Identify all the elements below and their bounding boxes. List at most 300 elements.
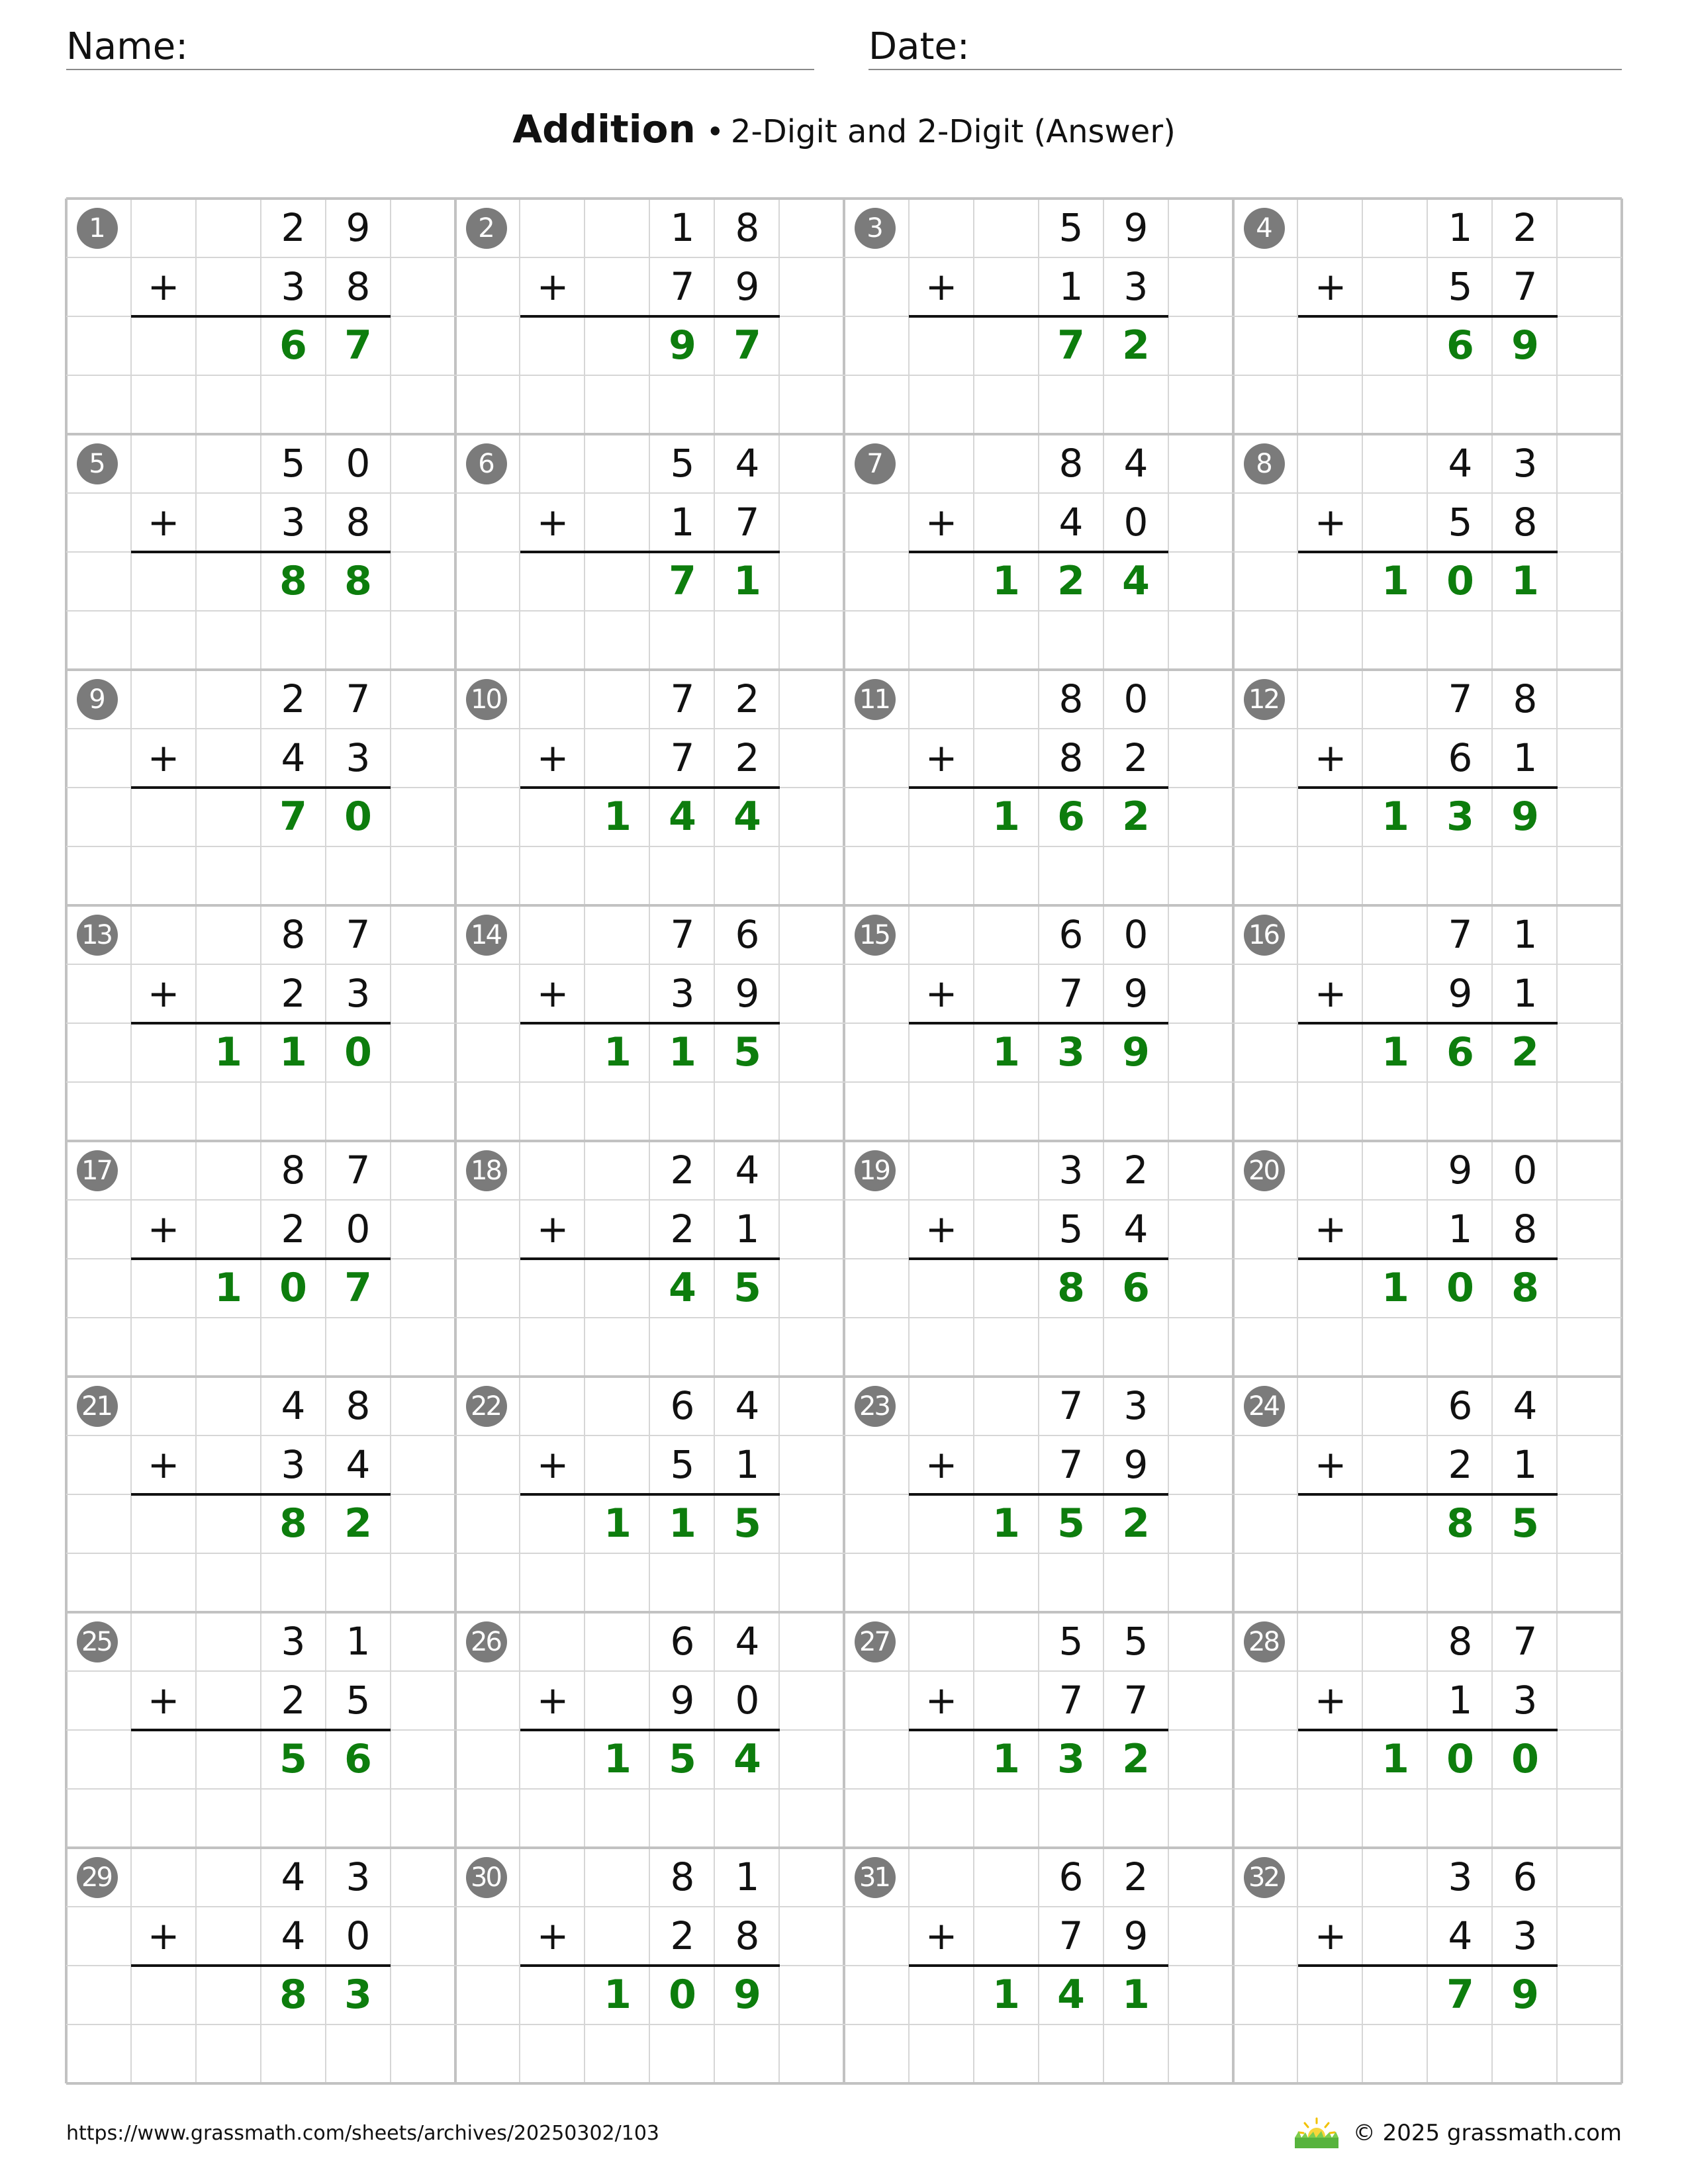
addend-b-digit: 0 xyxy=(346,1206,371,1251)
answer-digit: 9 xyxy=(1511,322,1539,369)
answer-digit: 3 xyxy=(344,1972,372,2018)
addend-b-digit: 5 xyxy=(1448,264,1473,309)
answer-digit: 1 xyxy=(992,1500,1020,1547)
addend-a-digit: 4 xyxy=(735,1619,760,1664)
answer-digit: 1 xyxy=(604,1029,632,1075)
addend-b-digit: 5 xyxy=(346,1678,371,1723)
addend-b-digit: 9 xyxy=(735,971,760,1016)
answer-digit: 8 xyxy=(1511,1265,1539,1311)
addend-b-digit: 3 xyxy=(1513,1913,1538,1958)
addend-b-digit: 3 xyxy=(346,971,371,1016)
plus-sign: + xyxy=(147,735,180,780)
addend-a-digit: 6 xyxy=(1513,1854,1538,1899)
problem-number-badge: 15 xyxy=(855,915,896,956)
answer-digit: 9 xyxy=(1122,1029,1150,1075)
problem-number-badge: 21 xyxy=(77,1386,118,1427)
addend-b-digit: 7 xyxy=(1058,1678,1084,1723)
problem-number-badge: 24 xyxy=(1244,1386,1285,1427)
addend-b-digit: 9 xyxy=(1448,971,1473,1016)
addend-b-digit: 7 xyxy=(670,735,695,780)
plus-sign: + xyxy=(925,1442,958,1487)
problem-number-badge: 6 xyxy=(466,443,507,484)
problem-number-badge: 22 xyxy=(466,1386,507,1427)
addend-a-digit: 0 xyxy=(1123,912,1149,957)
answer-digit: 2 xyxy=(1122,322,1150,369)
answer-digit: 1 xyxy=(604,1500,632,1547)
problem-number-badge: 27 xyxy=(855,1621,896,1662)
addend-b-digit: 8 xyxy=(346,264,371,309)
answer-digit: 1 xyxy=(669,1029,696,1075)
problem-number-badge: 1 xyxy=(77,208,118,249)
plus-sign: + xyxy=(925,264,958,309)
answer-digit: 5 xyxy=(733,1265,761,1311)
plus-sign: + xyxy=(925,1913,958,1958)
addend-a-digit: 7 xyxy=(1448,912,1473,957)
problem-12 xyxy=(1233,670,1622,905)
answer-digit: 8 xyxy=(1057,1265,1085,1311)
addend-b-digit: 7 xyxy=(1058,1913,1084,1958)
problem-number-badge: 29 xyxy=(77,1857,118,1898)
plus-sign: + xyxy=(1314,971,1347,1016)
addend-b-digit: 8 xyxy=(735,1913,760,1958)
addend-a-digit: 2 xyxy=(670,1148,695,1193)
plus-sign: + xyxy=(925,1678,958,1723)
addend-a-digit: 8 xyxy=(1058,441,1084,486)
addend-b-digit: 9 xyxy=(1123,971,1149,1016)
addend-a-digit: 5 xyxy=(1058,205,1084,250)
answer-digit: 6 xyxy=(1446,1029,1474,1075)
addend-b-digit: 2 xyxy=(281,1206,306,1251)
problem-18 xyxy=(455,1141,845,1377)
plus-sign: + xyxy=(1314,500,1347,545)
addend-a-digit: 3 xyxy=(1123,1383,1149,1428)
addend-b-digit: 2 xyxy=(735,735,760,780)
addend-b-digit: 9 xyxy=(735,264,760,309)
answer-digit: 1 xyxy=(1511,558,1539,604)
addend-b-digit: 2 xyxy=(281,971,306,1016)
plus-sign: + xyxy=(1314,1442,1347,1487)
answer-digit: 1 xyxy=(279,1029,307,1075)
addend-a-digit: 6 xyxy=(1058,912,1084,957)
answer-digit: 2 xyxy=(1122,1736,1150,1782)
addend-a-digit: 8 xyxy=(1058,676,1084,721)
problem-grid xyxy=(66,199,1622,2083)
problem-number-badge: 17 xyxy=(77,1150,118,1191)
answer-digit: 1 xyxy=(214,1265,242,1311)
answer-digit: 4 xyxy=(1057,1972,1085,2018)
plus-sign: + xyxy=(925,971,958,1016)
problem-number-badge: 18 xyxy=(466,1150,507,1191)
addend-a-digit: 3 xyxy=(1448,1854,1473,1899)
addend-b-digit: 1 xyxy=(735,1206,760,1251)
answer-digit: 5 xyxy=(733,1500,761,1547)
addend-b-digit: 7 xyxy=(735,500,760,545)
answer-digit: 4 xyxy=(669,1265,696,1311)
addend-b-digit: 3 xyxy=(281,1442,306,1487)
problem-number-badge: 8 xyxy=(1244,443,1285,484)
problem-23 xyxy=(844,1377,1233,1612)
addend-b-digit: 7 xyxy=(1513,264,1538,309)
addend-b-digit: 1 xyxy=(1513,1442,1538,1487)
addend-b-digit: 2 xyxy=(670,1913,695,1958)
addend-a-digit: 8 xyxy=(281,1148,306,1193)
problem-27 xyxy=(844,1612,1233,1848)
answer-digit: 8 xyxy=(279,1500,307,1547)
answer-digit: 5 xyxy=(279,1736,307,1782)
answer-digit: 3 xyxy=(1057,1029,1085,1075)
addend-b-digit: 3 xyxy=(670,971,695,1016)
answer-digit: 4 xyxy=(733,1736,761,1782)
addend-a-digit: 9 xyxy=(346,205,371,250)
problem-2 xyxy=(455,199,845,434)
answer-digit: 9 xyxy=(733,1972,761,2018)
answer-digit: 1 xyxy=(1382,1029,1409,1075)
problem-25 xyxy=(66,1612,455,1848)
problem-29 xyxy=(66,1848,455,2083)
addend-a-digit: 0 xyxy=(346,441,371,486)
addend-a-digit: 3 xyxy=(1513,441,1538,486)
addend-a-digit: 4 xyxy=(281,1383,306,1428)
problem-3 xyxy=(844,199,1233,434)
addend-b-digit: 3 xyxy=(346,735,371,780)
answer-digit: 0 xyxy=(279,1265,307,1311)
answer-digit: 5 xyxy=(733,1029,761,1075)
name-field[interactable] xyxy=(66,25,814,70)
problem-number-badge: 16 xyxy=(1244,915,1285,956)
problem-17 xyxy=(66,1141,455,1377)
addend-b-digit: 0 xyxy=(346,1913,371,1958)
plus-sign: + xyxy=(147,971,180,1016)
addend-a-digit: 4 xyxy=(1513,1383,1538,1428)
plus-sign: + xyxy=(536,500,569,545)
addend-b-digit: 7 xyxy=(1058,971,1084,1016)
addend-b-digit: 1 xyxy=(1448,1678,1473,1723)
problem-number-badge: 26 xyxy=(466,1621,507,1662)
answer-digit: 4 xyxy=(733,794,761,840)
answer-digit: 7 xyxy=(279,794,307,840)
plus-sign: + xyxy=(536,1913,569,1958)
plus-sign: + xyxy=(1314,1206,1347,1251)
addend-b-digit: 5 xyxy=(1448,500,1473,545)
addend-a-digit: 4 xyxy=(281,1854,306,1899)
addend-a-digit: 6 xyxy=(735,912,760,957)
answer-digit: 1 xyxy=(992,1736,1020,1782)
addend-b-digit: 9 xyxy=(1123,1442,1149,1487)
title-main: Addition xyxy=(512,107,696,152)
answer-digit: 7 xyxy=(669,558,696,604)
problem-9 xyxy=(66,670,455,905)
answer-digit: 7 xyxy=(733,322,761,369)
addend-b-digit: 4 xyxy=(1448,1913,1473,1958)
problem-number-badge: 10 xyxy=(466,679,507,720)
problem-number-badge: 28 xyxy=(1244,1621,1285,1662)
addend-a-digit: 2 xyxy=(1513,205,1538,250)
plus-sign: + xyxy=(925,500,958,545)
problem-number-badge: 7 xyxy=(855,443,896,484)
answer-digit: 9 xyxy=(1511,1972,1539,2018)
addend-b-digit: 4 xyxy=(1123,1206,1149,1251)
plus-sign: + xyxy=(1314,1913,1347,1958)
plus-sign: + xyxy=(1314,735,1347,780)
addend-a-digit: 1 xyxy=(1513,912,1538,957)
addend-b-digit: 0 xyxy=(735,1678,760,1723)
addend-b-digit: 3 xyxy=(1513,1678,1538,1723)
addend-b-digit: 1 xyxy=(735,1442,760,1487)
answer-digit: 0 xyxy=(1446,1736,1474,1782)
addend-a-digit: 7 xyxy=(670,676,695,721)
problem-number-badge: 30 xyxy=(466,1857,507,1898)
problem-number-badge: 20 xyxy=(1244,1150,1285,1191)
plus-sign: + xyxy=(147,1206,180,1251)
addend-a-digit: 8 xyxy=(281,912,306,957)
plus-sign: + xyxy=(536,971,569,1016)
answer-digit: 1 xyxy=(604,1972,632,2018)
addend-a-digit: 3 xyxy=(346,1854,371,1899)
answer-digit: 6 xyxy=(1446,322,1474,369)
addend-a-digit: 9 xyxy=(1123,205,1149,250)
plus-sign: + xyxy=(147,264,180,309)
addend-a-digit: 0 xyxy=(1123,676,1149,721)
problem-number-badge: 11 xyxy=(855,679,896,720)
addend-a-digit: 7 xyxy=(346,912,371,957)
addend-b-digit: 5 xyxy=(1058,1206,1084,1251)
addend-b-digit: 4 xyxy=(281,735,306,780)
answer-digit: 1 xyxy=(1382,1265,1409,1311)
addend-a-digit: 7 xyxy=(346,676,371,721)
addend-b-digit: 1 xyxy=(1448,1206,1473,1251)
addend-a-digit: 6 xyxy=(1448,1383,1473,1428)
plus-sign: + xyxy=(925,735,958,780)
problem-32 xyxy=(1233,1848,1622,2083)
problem-26 xyxy=(455,1612,845,1848)
plus-sign: + xyxy=(1314,264,1347,309)
answer-digit: 7 xyxy=(344,1265,372,1311)
addend-a-digit: 6 xyxy=(670,1619,695,1664)
addend-a-digit: 9 xyxy=(1448,1148,1473,1193)
addend-b-digit: 1 xyxy=(1058,264,1084,309)
addend-a-digit: 4 xyxy=(1123,441,1149,486)
addend-a-digit: 5 xyxy=(670,441,695,486)
answer-digit: 2 xyxy=(1511,1029,1539,1075)
answer-digit: 4 xyxy=(1122,558,1150,604)
name-label: Name: xyxy=(66,25,189,68)
answer-digit: 1 xyxy=(214,1029,242,1075)
problem-number-badge: 5 xyxy=(77,443,118,484)
problem-28 xyxy=(1233,1612,1622,1848)
addend-a-digit: 8 xyxy=(1513,676,1538,721)
answer-digit: 7 xyxy=(1446,1972,1474,2018)
answer-digit: 2 xyxy=(1122,794,1150,840)
problem-number-badge: 12 xyxy=(1244,679,1285,720)
addend-a-digit: 2 xyxy=(281,205,306,250)
addend-b-digit: 4 xyxy=(1058,500,1084,545)
problem-11 xyxy=(844,670,1233,905)
answer-digit: 0 xyxy=(669,1972,696,2018)
answer-digit: 0 xyxy=(344,794,372,840)
addend-a-digit: 1 xyxy=(1448,205,1473,250)
problem-number-badge: 25 xyxy=(77,1621,118,1662)
problem-24 xyxy=(1233,1377,1622,1612)
addend-b-digit: 4 xyxy=(346,1442,371,1487)
addend-b-digit: 2 xyxy=(670,1206,695,1251)
answer-digit: 8 xyxy=(1446,1500,1474,1547)
answer-digit: 8 xyxy=(279,558,307,604)
problem-number-badge: 4 xyxy=(1244,208,1285,249)
answer-digit: 1 xyxy=(1122,1972,1150,2018)
answer-digit: 0 xyxy=(1446,558,1474,604)
answer-digit: 0 xyxy=(344,1029,372,1075)
problem-20 xyxy=(1233,1141,1622,1377)
problem-31 xyxy=(844,1848,1233,2083)
problem-19 xyxy=(844,1141,1233,1377)
addend-b-digit: 7 xyxy=(1058,1442,1084,1487)
addend-a-digit: 3 xyxy=(281,1619,306,1664)
problem-4 xyxy=(1233,199,1622,434)
addend-b-digit: 0 xyxy=(1123,500,1149,545)
problem-10 xyxy=(455,670,845,905)
addend-b-digit: 2 xyxy=(281,1678,306,1723)
addend-a-digit: 8 xyxy=(1448,1619,1473,1664)
problem-6 xyxy=(455,434,845,670)
addend-b-digit: 7 xyxy=(1123,1678,1149,1723)
grass-sun-logo-icon xyxy=(1293,2116,1340,2150)
addend-a-digit: 6 xyxy=(670,1383,695,1428)
worksheet-title xyxy=(0,101,1688,167)
answer-digit: 9 xyxy=(669,322,696,369)
addend-b-digit: 8 xyxy=(1513,500,1538,545)
answer-digit: 2 xyxy=(1057,558,1085,604)
problem-14 xyxy=(455,905,845,1141)
addend-b-digit: 6 xyxy=(1448,735,1473,780)
plus-sign: + xyxy=(147,1678,180,1723)
addend-b-digit: 1 xyxy=(670,500,695,545)
problem-13 xyxy=(66,905,455,1141)
addend-b-digit: 3 xyxy=(281,264,306,309)
answer-digit: 6 xyxy=(344,1736,372,1782)
addend-a-digit: 2 xyxy=(281,676,306,721)
problem-7 xyxy=(844,434,1233,670)
answer-digit: 0 xyxy=(1511,1736,1539,1782)
addend-b-digit: 1 xyxy=(1513,971,1538,1016)
addend-a-digit: 5 xyxy=(1058,1619,1084,1664)
answer-digit: 1 xyxy=(604,794,632,840)
addend-a-digit: 8 xyxy=(735,205,760,250)
answer-digit: 3 xyxy=(1446,794,1474,840)
plus-sign: + xyxy=(147,1913,180,1958)
problem-22 xyxy=(455,1377,845,1612)
answer-digit: 1 xyxy=(669,1500,696,1547)
answer-digit: 1 xyxy=(992,1029,1020,1075)
plus-sign: + xyxy=(925,1206,958,1251)
addend-a-digit: 4 xyxy=(735,1383,760,1428)
answer-digit: 3 xyxy=(1057,1736,1085,1782)
plus-sign: + xyxy=(147,500,180,545)
answer-digit: 1 xyxy=(992,794,1020,840)
addend-a-digit: 7 xyxy=(1448,676,1473,721)
addend-a-digit: 4 xyxy=(735,1148,760,1193)
addend-a-digit: 5 xyxy=(281,441,306,486)
addend-b-digit: 5 xyxy=(670,1442,695,1487)
problem-16 xyxy=(1233,905,1622,1141)
answer-digit: 2 xyxy=(1122,1500,1150,1547)
plus-sign: + xyxy=(536,1206,569,1251)
answer-digit: 1 xyxy=(1382,558,1409,604)
problem-number-badge: 31 xyxy=(855,1857,896,1898)
problem-number-badge: 2 xyxy=(466,208,507,249)
answer-digit: 8 xyxy=(344,558,372,604)
addend-a-digit: 7 xyxy=(1513,1619,1538,1664)
date-field[interactable] xyxy=(868,25,1622,70)
addend-b-digit: 2 xyxy=(1448,1442,1473,1487)
addend-b-digit: 4 xyxy=(281,1913,306,1958)
problem-number-badge: 3 xyxy=(855,208,896,249)
problem-15 xyxy=(844,905,1233,1141)
plus-sign: + xyxy=(147,1442,180,1487)
addend-a-digit: 8 xyxy=(346,1383,371,1428)
answer-digit: 6 xyxy=(1122,1265,1150,1311)
addend-b-digit: 7 xyxy=(670,264,695,309)
addend-a-digit: 7 xyxy=(1058,1383,1084,1428)
answer-digit: 1 xyxy=(992,1972,1020,2018)
problem-number-badge: 9 xyxy=(77,679,118,720)
answer-digit: 5 xyxy=(1511,1500,1539,1547)
answer-digit: 1 xyxy=(604,1736,632,1782)
problem-number-badge: 13 xyxy=(77,915,118,956)
answer-digit: 0 xyxy=(1446,1265,1474,1311)
answer-digit: 1 xyxy=(1382,794,1409,840)
addend-a-digit: 2 xyxy=(735,676,760,721)
addend-a-digit: 1 xyxy=(670,205,695,250)
answer-digit: 1 xyxy=(1382,1736,1409,1782)
footer-branding xyxy=(1293,2116,1622,2150)
addend-a-digit: 7 xyxy=(346,1148,371,1193)
answer-digit: 6 xyxy=(279,322,307,369)
addend-a-digit: 4 xyxy=(1448,441,1473,486)
addend-a-digit: 3 xyxy=(1058,1148,1084,1193)
addend-a-digit: 2 xyxy=(1123,1148,1149,1193)
addend-a-digit: 1 xyxy=(735,1854,760,1899)
problem-number-badge: 19 xyxy=(855,1150,896,1191)
problem-5 xyxy=(66,434,455,670)
addend-b-digit: 2 xyxy=(1123,735,1149,780)
addend-b-digit: 8 xyxy=(346,500,371,545)
footer-url: https://www.grassmath.com/sheets/archives/20250302/103 xyxy=(66,2122,660,2145)
addend-a-digit: 7 xyxy=(670,912,695,957)
addend-a-digit: 1 xyxy=(346,1619,371,1664)
addend-b-digit: 3 xyxy=(1123,264,1149,309)
title-separator: • xyxy=(706,114,724,150)
answer-digit: 2 xyxy=(344,1500,372,1547)
addend-b-digit: 1 xyxy=(1513,735,1538,780)
date-label: Date: xyxy=(868,25,970,68)
problem-number-badge: 23 xyxy=(855,1386,896,1427)
footer-copyright: © 2025 grassmath.com xyxy=(1352,2120,1622,2146)
addend-b-digit: 9 xyxy=(670,1678,695,1723)
problem-21 xyxy=(66,1377,455,1612)
answer-digit: 4 xyxy=(669,794,696,840)
addend-a-digit: 0 xyxy=(1513,1148,1538,1193)
problem-1 xyxy=(66,199,455,434)
problem-number-badge: 14 xyxy=(466,915,507,956)
problem-number-badge: 32 xyxy=(1244,1857,1285,1898)
title-subtitle: 2-Digit and 2-Digit (Answer) xyxy=(730,113,1176,150)
answer-digit: 7 xyxy=(1057,322,1085,369)
plus-sign: + xyxy=(536,1678,569,1723)
answer-digit: 1 xyxy=(992,558,1020,604)
addend-b-digit: 8 xyxy=(1513,1206,1538,1251)
answer-digit: 1 xyxy=(733,558,761,604)
answer-digit: 9 xyxy=(1511,794,1539,840)
